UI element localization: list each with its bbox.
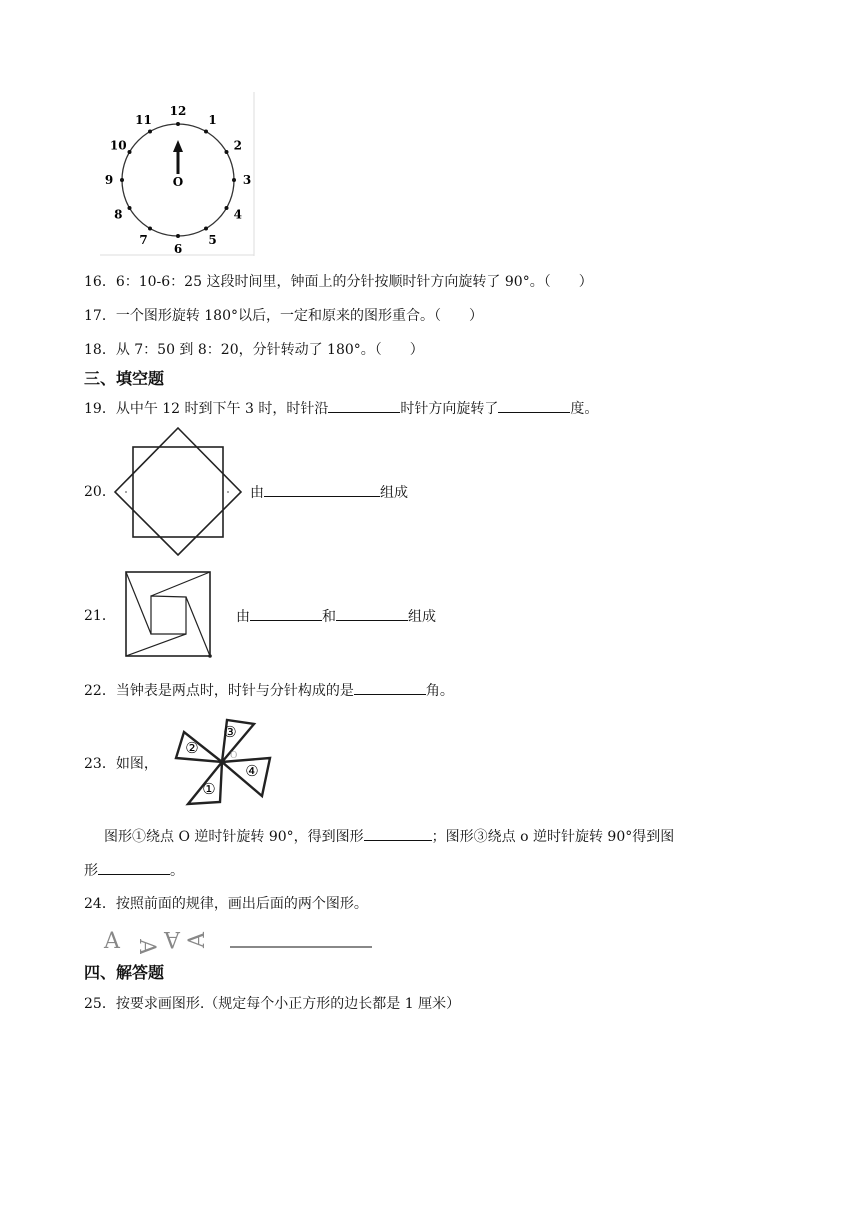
clock-tick-10: [128, 150, 132, 154]
label-circled-1: ①: [202, 780, 216, 798]
label-circled-2: ②: [185, 739, 199, 757]
answer-blank[interactable]: [336, 606, 408, 621]
question-25: 25．按要求画图形.（规定每个小正方形的边长都是 1 厘米）: [84, 996, 461, 1012]
clock-number-11: 11: [135, 113, 152, 128]
clock-center-label: O: [172, 175, 184, 189]
center-point-label: O: [230, 751, 238, 761]
question-18: 18．从 7：50 到 8：20，分针转动了 180°。（ ）: [84, 342, 424, 358]
question-22: 22．当钟表是两点时，时针与分针构成的是 角。: [84, 680, 454, 701]
hand-arrowhead: [173, 140, 183, 152]
clock-tick-2: [224, 150, 228, 154]
question-20-text: 由 组成: [250, 482, 408, 503]
clock-number-10: 10: [109, 138, 127, 153]
outer-square: [126, 572, 210, 656]
answer-blank[interactable]: [328, 398, 400, 413]
clock-figure: [100, 92, 256, 256]
letter-a-0deg: A: [104, 929, 120, 954]
clock-face: [100, 92, 256, 256]
clock-tick-12: [176, 122, 180, 126]
question-23-line2: 形 。: [84, 860, 184, 881]
answer-blank[interactable]: [498, 398, 570, 413]
letter-a-90deg: A: [134, 939, 159, 954]
clock-tick-7: [148, 226, 152, 230]
clock-number-3: 3: [242, 173, 252, 187]
answer-blank[interactable]: [364, 826, 432, 841]
octagram-figure: [112, 426, 242, 556]
clock-number-7: 7: [139, 232, 148, 247]
pinwheel-square-figure: [124, 570, 214, 660]
question-17: 17．一个图形旋转 180°以后，一定和原来的图形重合。（ ）: [84, 308, 483, 324]
clock-number-5: 5: [208, 232, 217, 247]
clock-tick-1: [204, 130, 208, 134]
letter-a-180deg: A: [164, 926, 180, 951]
letter-a-270deg: A: [185, 932, 210, 948]
clock-tick-9: [120, 178, 124, 182]
answer-blank[interactable]: [250, 606, 322, 621]
question-24: 24．按照前面的规律，画出后面的两个图形。: [84, 896, 368, 912]
question-21-text: 由 和 组成: [236, 606, 436, 627]
section-4-title: 四、解答题: [84, 963, 165, 982]
question-19: 19．从中午 12 时到下午 3 时，时针沿 时针方向旋转了 度。: [84, 398, 598, 419]
clock-number-2: 2: [233, 138, 242, 153]
clock-number-12: 12: [169, 104, 187, 118]
windmill-figure: [170, 716, 274, 808]
answer-blank[interactable]: [354, 680, 426, 695]
clock-number-9: 9: [104, 173, 114, 187]
rotating-letter-sequence: [100, 926, 380, 954]
clock-number-8: 8: [114, 207, 123, 222]
clock-number-4: 4: [233, 207, 242, 222]
triangle-2: [176, 732, 222, 762]
question-21-number: 21．: [84, 608, 116, 624]
clock-number-1: 1: [208, 113, 217, 128]
clock-tick-4: [224, 206, 228, 210]
question-20-number: 20．: [84, 484, 116, 500]
label-circled-3: ③: [223, 723, 237, 741]
clock-tick-11: [148, 130, 152, 134]
clock-tick-6: [176, 234, 180, 238]
clock-tick-8: [128, 206, 132, 210]
answer-blank[interactable]: [98, 860, 170, 875]
question-23-line1: 图形①绕点 O 逆时针旋转 90°，得到图形 ；图形③绕点 o 逆时针旋转 90°得到图: [104, 826, 674, 847]
question-16: 16．6：10-6：25 这段时间里，钟面上的分针按顺时针方向旋转了 90°。（ ）: [84, 274, 593, 290]
inner-square: [151, 596, 186, 634]
clock-number-6: 6: [173, 242, 183, 256]
label-circled-4: ④: [245, 762, 259, 780]
answer-blank[interactable]: [264, 482, 380, 497]
question-23-number: 23．如图，: [84, 756, 158, 772]
section-3-title: 三、填空题: [84, 369, 165, 388]
clock-tick-5: [204, 226, 208, 230]
clock-tick-3: [232, 178, 236, 182]
